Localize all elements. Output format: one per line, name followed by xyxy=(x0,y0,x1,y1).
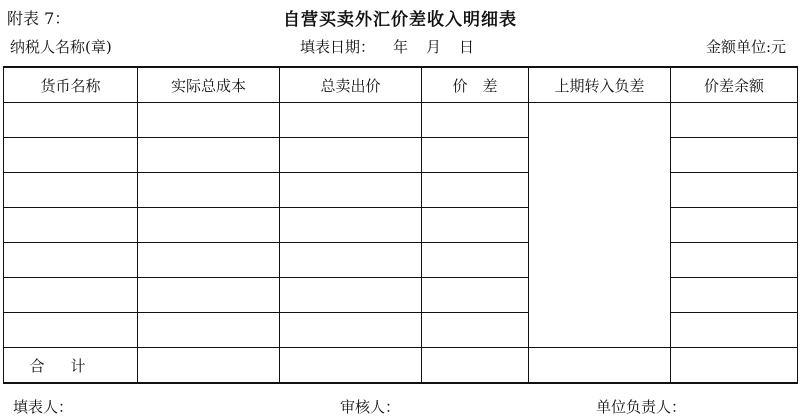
table-cell[interactable] xyxy=(4,313,138,348)
column-header: 实际总成本 xyxy=(138,67,280,103)
table-cell[interactable] xyxy=(138,173,280,208)
table-cell[interactable] xyxy=(138,138,280,173)
fill-date-label: 填表日期： xyxy=(300,38,376,56)
table-cell[interactable] xyxy=(671,313,798,348)
total-cell[interactable] xyxy=(529,348,671,384)
total-cell[interactable] xyxy=(422,348,529,384)
table-cell[interactable] xyxy=(280,138,422,173)
total-row xyxy=(4,348,798,384)
column-header: 货币名称 xyxy=(4,67,138,103)
table-cell[interactable] xyxy=(280,243,422,278)
currency-unit-label: 金额单位:元 xyxy=(705,38,786,56)
taxpayer-name-label: 纳税人名称(章) xyxy=(10,38,112,56)
table-row xyxy=(4,243,798,278)
table-cell[interactable] xyxy=(4,243,138,278)
table-row xyxy=(4,208,798,243)
table-cell[interactable] xyxy=(138,103,280,138)
table-cell[interactable] xyxy=(280,313,422,348)
unit-head-label: 单位负责人： xyxy=(596,398,687,416)
table-cell[interactable] xyxy=(280,103,422,138)
column-header: 上期转入负差 xyxy=(529,67,671,103)
table-cell[interactable] xyxy=(4,208,138,243)
table-row xyxy=(4,103,798,138)
reviewer-label: 审核人： xyxy=(340,398,401,416)
table-cell[interactable] xyxy=(4,278,138,313)
month-unit: 月 xyxy=(426,38,442,56)
prior-negative-carryover-cell[interactable] xyxy=(529,103,671,348)
table-cell[interactable] xyxy=(422,208,529,243)
day-unit: 日 xyxy=(459,38,475,56)
column-header: 价差余额 xyxy=(671,67,798,103)
table-header-row xyxy=(4,67,798,103)
table-cell[interactable] xyxy=(138,243,280,278)
table-row xyxy=(4,138,798,173)
table-cell[interactable] xyxy=(422,173,529,208)
table-cell[interactable] xyxy=(280,278,422,313)
total-cell[interactable] xyxy=(280,348,422,384)
table-cell[interactable] xyxy=(4,103,138,138)
column-header: 总卖出价 xyxy=(280,67,422,103)
table-cell[interactable] xyxy=(422,138,529,173)
column-header: 价 差 xyxy=(422,67,529,103)
table-cell[interactable] xyxy=(422,313,529,348)
page-title: 自营买卖外汇价差收入明细表 xyxy=(283,10,517,30)
table-cell[interactable] xyxy=(671,173,798,208)
total-cell[interactable] xyxy=(671,348,798,384)
fill-date-line xyxy=(300,36,474,57)
detail-table xyxy=(3,66,798,384)
table-cell[interactable] xyxy=(280,173,422,208)
year-unit: 年 xyxy=(393,38,409,56)
table-cell[interactable] xyxy=(422,278,529,313)
table-cell[interactable] xyxy=(138,278,280,313)
table-cell[interactable] xyxy=(671,278,798,313)
table-cell[interactable] xyxy=(4,138,138,173)
total-cell[interactable] xyxy=(138,348,280,384)
table-cell[interactable] xyxy=(4,173,138,208)
table-cell[interactable] xyxy=(422,243,529,278)
total-label: 合计 xyxy=(4,348,138,384)
table-cell[interactable] xyxy=(671,103,798,138)
table-cell[interactable] xyxy=(422,103,529,138)
preparer-label: 填表人： xyxy=(13,398,74,416)
table-row xyxy=(4,278,798,313)
table-cell[interactable] xyxy=(280,208,422,243)
table-cell[interactable] xyxy=(671,208,798,243)
table-row xyxy=(4,313,798,348)
table-cell[interactable] xyxy=(671,138,798,173)
table-row xyxy=(4,173,798,208)
table-cell[interactable] xyxy=(138,313,280,348)
attachment-number: 附表 7： xyxy=(7,9,71,28)
table-cell[interactable] xyxy=(138,208,280,243)
table-cell[interactable] xyxy=(671,243,798,278)
